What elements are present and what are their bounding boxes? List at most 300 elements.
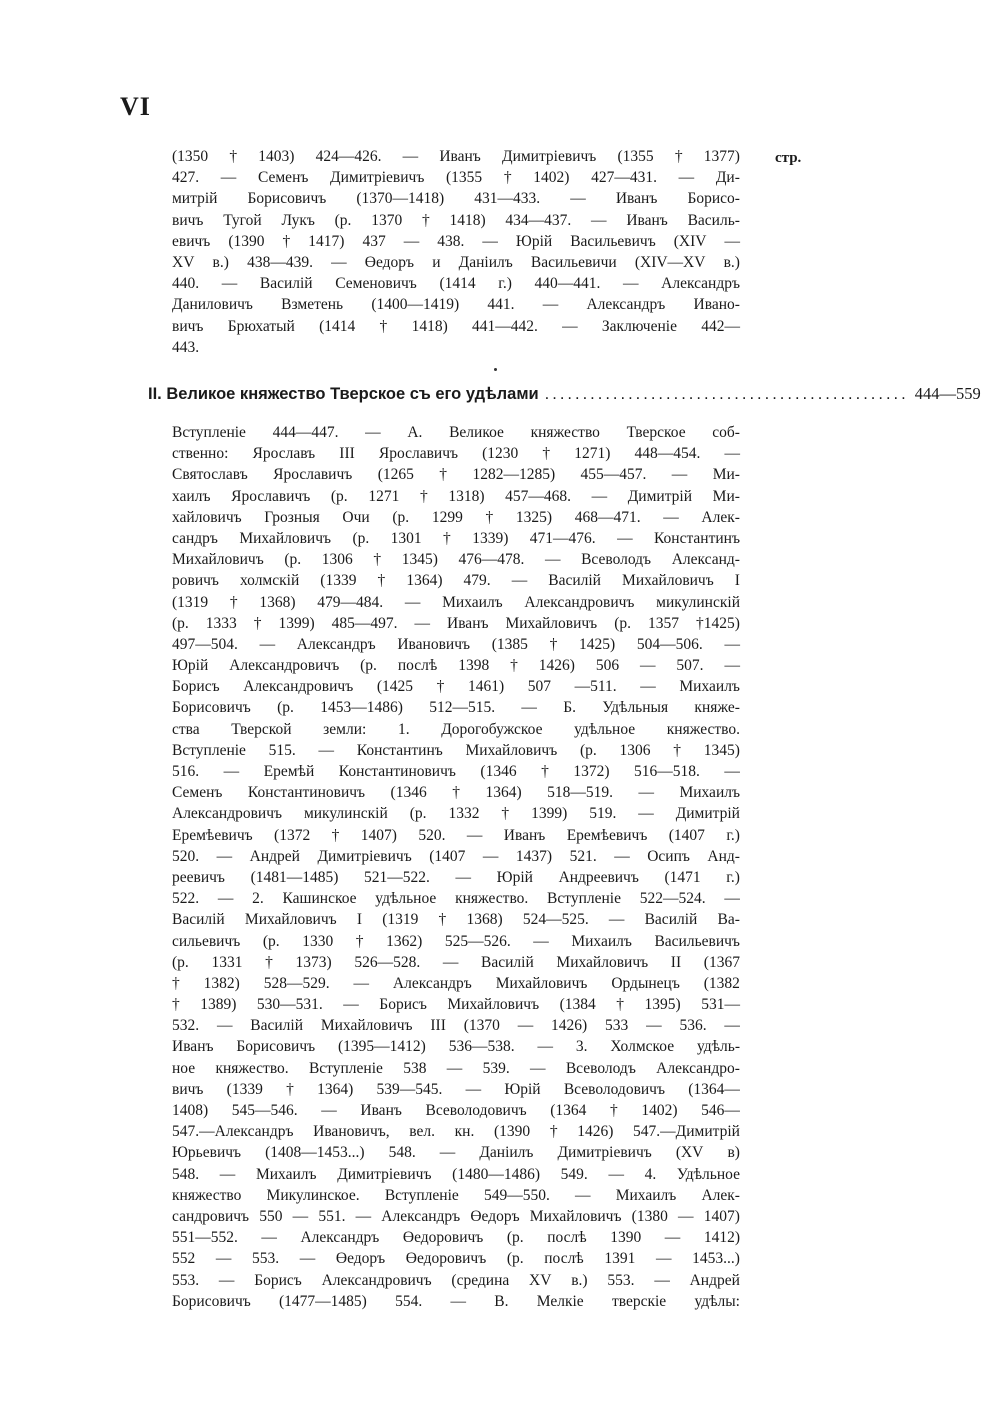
word: 4. — [644, 1165, 657, 1183]
word: — — [678, 169, 695, 187]
word: вичъ — [172, 317, 204, 335]
word: Михайловичъ — [622, 572, 714, 590]
word: 1331 — [211, 953, 243, 971]
word: † — [616, 996, 625, 1014]
word: 444—447. — [272, 424, 339, 441]
word: Михаилъ — [679, 678, 740, 696]
word: Михаилъ — [571, 932, 632, 950]
word: в.) — [723, 253, 740, 271]
word: Иванъ — [439, 148, 481, 165]
word: кн. — [454, 1123, 475, 1141]
word: 1418) — [411, 317, 448, 335]
word: Великое — [449, 424, 504, 441]
word: 1. — [397, 720, 410, 738]
word: Михайловичъ — [505, 614, 598, 632]
word: г.) — [498, 275, 512, 293]
word: 485—497. — [331, 614, 398, 632]
word: Вступленіе — [172, 424, 246, 441]
word: соб- — [712, 424, 740, 441]
text-line — [172, 803, 740, 824]
word: (1339 — [320, 572, 357, 590]
word: 549—550. — [483, 1186, 550, 1204]
word: Константинъ — [653, 529, 740, 547]
word: удѣлы: — [694, 1292, 740, 1310]
text-line — [172, 252, 740, 273]
word: Юрій — [172, 657, 209, 675]
word: † — [419, 487, 428, 505]
word: (1414 — [439, 275, 476, 293]
text-line — [172, 1164, 740, 1185]
word: 1271 — [368, 487, 400, 505]
word: Заключеніе — [601, 317, 677, 335]
text-line — [172, 464, 740, 485]
word: 504—506. — [636, 635, 703, 653]
word: Дорогобужское — [441, 720, 543, 738]
word: 448—454. — [634, 445, 701, 463]
word: (1367 — [703, 953, 740, 971]
word: 1437) — [515, 847, 553, 865]
word: — — [646, 1017, 662, 1035]
word: вичъ — [172, 211, 204, 229]
word: Өедоръ — [364, 253, 415, 271]
word: III — [339, 445, 355, 463]
word: Борисовичъ — [236, 1038, 316, 1056]
word: и — [432, 253, 441, 271]
text-line — [172, 507, 740, 528]
word: Юрій — [504, 1080, 541, 1098]
word: 531— — [701, 996, 740, 1014]
word: Александровичъ — [172, 805, 283, 823]
word: — — [533, 932, 549, 950]
word: (XIV — [673, 232, 707, 250]
word: Александръ — [296, 635, 376, 653]
word: (1346 — [390, 784, 427, 802]
word: холмскій — [239, 572, 300, 590]
word: (р. — [277, 699, 294, 717]
word: 1339) — [472, 529, 509, 547]
word: Ди- — [715, 169, 740, 187]
word: Святославъ — [172, 466, 248, 484]
word: † — [485, 508, 494, 526]
word: Удѣльное — [676, 1165, 740, 1183]
word: Ярославичъ — [378, 445, 459, 463]
word: 1425) — [579, 635, 616, 653]
word: Лукъ — [281, 211, 315, 229]
word: Вступленіе — [547, 890, 621, 908]
word: 1318) — [448, 487, 485, 505]
word: † — [253, 614, 262, 632]
word: 441. — [487, 296, 515, 314]
text-line — [172, 1227, 740, 1248]
word: † — [331, 826, 340, 844]
word: — — [575, 1186, 591, 1204]
word: Брюхатый — [227, 317, 295, 335]
word: † — [172, 974, 180, 992]
word: — — [220, 169, 237, 187]
word: Василій — [172, 911, 225, 929]
word: в.) — [212, 253, 229, 271]
word: — — [318, 741, 335, 759]
word: Димитріевичъ — [330, 169, 425, 187]
word: † — [501, 805, 510, 823]
word: Михайловичъ — [465, 741, 558, 759]
word: хайловичъ — [172, 508, 242, 526]
word: (1380 — [631, 1207, 668, 1225]
word: — — [724, 890, 740, 908]
word: Семеновичъ — [335, 275, 417, 293]
word: Вступленіе — [172, 741, 246, 759]
word: Константиновичъ — [338, 763, 456, 780]
text-line — [172, 740, 740, 761]
word: — — [617, 529, 633, 547]
word: Василій — [481, 953, 534, 971]
word: 545—546. — [231, 1102, 298, 1119]
word: (р. — [334, 211, 352, 229]
word: (1350 — [172, 148, 209, 165]
word: 442— — [701, 317, 740, 335]
word: Димитріевичъ — [502, 148, 597, 165]
word: вичъ — [172, 1080, 204, 1098]
word: (р. — [352, 529, 370, 547]
word: 522—524. — [639, 890, 706, 908]
word: Василь- — [687, 211, 740, 229]
word: — — [570, 190, 586, 208]
word: — — [219, 1165, 236, 1183]
word: 1325) — [515, 508, 553, 526]
word: удѣль- — [696, 1038, 740, 1056]
word: Взметень — [281, 296, 344, 314]
word: Семенъ — [257, 169, 309, 187]
word: 438—439. — [247, 253, 313, 271]
word: (1319 — [382, 911, 419, 929]
word: митрій — [172, 190, 218, 208]
word: † — [673, 741, 681, 759]
word: 507 — [527, 678, 551, 696]
word: Өедоръ — [335, 1250, 386, 1268]
word: Всеволодъ — [565, 1059, 636, 1077]
word: I — [356, 911, 362, 929]
text-line — [172, 316, 740, 337]
word: † — [229, 148, 238, 165]
word: Вступленіе — [384, 1186, 459, 1204]
word: 1282—1285) — [472, 466, 556, 484]
word: Микулинское. — [266, 1186, 360, 1204]
word: 1391 — [604, 1250, 636, 1268]
text-line — [172, 888, 740, 909]
word: Александръ — [586, 296, 666, 314]
word: Александровичъ — [243, 678, 354, 696]
text-line — [172, 1036, 740, 1057]
word: вел. — [409, 1123, 436, 1141]
word: (р. — [579, 741, 597, 759]
word: Ярославичъ — [231, 487, 311, 505]
word: Кашинское — [282, 890, 357, 908]
word: Борисовичъ — [172, 699, 251, 717]
word: Борисовичъ — [172, 1292, 251, 1310]
word: Даніилъ — [479, 1144, 534, 1162]
word: Александро- — [656, 1059, 740, 1077]
word: 548. — [172, 1165, 200, 1183]
word: 546— — [701, 1102, 740, 1119]
word: 2. — [252, 890, 264, 908]
word: — — [466, 826, 483, 844]
word: Алек- — [701, 508, 740, 526]
word: 457—468. — [505, 487, 571, 505]
word: Василій — [250, 1017, 304, 1035]
text-line — [172, 994, 740, 1015]
word: Васильевичъ — [570, 232, 656, 250]
word: (XIV—XV — [634, 253, 706, 271]
text-line — [172, 231, 740, 252]
word: — — [292, 1207, 309, 1225]
word: — — [517, 1017, 534, 1035]
word: Михаилъ — [615, 1186, 677, 1204]
word: 1357 — [647, 614, 679, 632]
word: в.) — [571, 1271, 588, 1289]
word: † — [286, 1080, 294, 1098]
word: (р. — [172, 614, 189, 632]
word: Александръ — [392, 974, 472, 992]
word: — — [404, 593, 421, 611]
word: Иванъ — [626, 211, 668, 229]
word: Тверское — [626, 424, 686, 441]
text-line — [172, 1100, 740, 1121]
word: Андрей — [249, 847, 300, 865]
word: Ярославъ — [252, 445, 316, 463]
word: — — [482, 847, 499, 865]
word: (1355 — [446, 169, 483, 187]
word: — — [218, 1271, 235, 1289]
word: 1417) — [308, 232, 345, 250]
word: — — [439, 1144, 456, 1162]
word: — — [542, 296, 559, 314]
word: 1330 — [302, 932, 334, 950]
word: г.) — [726, 826, 740, 844]
word: — — [259, 635, 276, 653]
word: 1407) — [360, 826, 397, 844]
word: † — [438, 911, 447, 929]
word: 525—526. — [444, 932, 511, 950]
word: — — [521, 699, 537, 717]
word: 1418) — [449, 211, 486, 229]
word: 522. — [172, 890, 200, 908]
word: Александръ — [661, 275, 740, 293]
word: — — [640, 657, 656, 675]
word: удѣльное — [375, 890, 437, 908]
word: послѣ — [547, 1229, 587, 1247]
word: Ивановичъ — [397, 635, 470, 653]
word: (1407 — [429, 847, 466, 865]
text-line — [172, 655, 740, 676]
word: 1382) — [203, 974, 240, 992]
word: (1481—1485) — [250, 868, 339, 886]
word: 441—442. — [472, 317, 538, 335]
word: † — [443, 529, 451, 547]
word: Михаилъ — [255, 1165, 317, 1183]
word: Димитріевичъ — [317, 847, 412, 865]
word: † — [379, 317, 388, 335]
word: — — [365, 424, 381, 441]
word: Иванъ — [172, 1038, 214, 1056]
text-line — [172, 273, 740, 294]
word: 1403) — [258, 148, 295, 165]
word: Б. — [563, 699, 577, 717]
word: † — [674, 148, 683, 165]
word: 440. — [172, 275, 200, 293]
word: (р. — [360, 657, 377, 675]
word: княжество — [530, 424, 600, 441]
word: княжество — [172, 1186, 242, 1204]
section-title: II. Великое княжество Тверское съ его удѣлами — [148, 385, 539, 403]
text-line — [172, 973, 740, 994]
word: Еремѣевичъ — [172, 826, 253, 844]
word: — — [446, 1059, 463, 1077]
word: ства — [172, 720, 200, 738]
text-line — [172, 761, 740, 782]
word: хаилъ — [172, 487, 211, 505]
word: 528—529. — [263, 974, 330, 992]
text-line: 443. — [172, 338, 200, 356]
word: Василій — [548, 572, 601, 590]
word: (р. — [409, 805, 427, 823]
text-line — [172, 528, 740, 549]
word: 1345) — [401, 551, 438, 569]
word: 1364) — [317, 1080, 354, 1098]
word: Еремѣй — [263, 763, 315, 780]
word: Холмское — [610, 1038, 675, 1056]
text-line — [172, 167, 740, 188]
word: 533 — [605, 1017, 629, 1035]
word: В. — [494, 1292, 509, 1310]
word: 1364) — [485, 784, 522, 802]
word: † — [355, 932, 364, 950]
word: 1373) — [295, 953, 332, 971]
text-line — [172, 1121, 740, 1142]
word: Всеволодовичъ — [425, 1102, 527, 1119]
word: 549. — [560, 1165, 588, 1183]
word: (1477—1485) — [279, 1292, 367, 1310]
word: † — [282, 232, 291, 250]
word: (р. — [262, 932, 280, 950]
word: Михайловичъ — [172, 551, 264, 569]
word: (1370 — [463, 1017, 500, 1035]
word: — — [724, 445, 740, 463]
word: — — [591, 211, 607, 229]
word: — — [331, 253, 347, 271]
word: (1425 — [376, 678, 413, 696]
text-line — [172, 931, 740, 952]
word: Очи — [342, 508, 370, 526]
word: 1332 — [448, 805, 480, 823]
word: (р. — [392, 508, 410, 526]
word: Вступленіе — [308, 1059, 383, 1077]
word: Александровичъ — [321, 1271, 432, 1289]
word: Александ- — [671, 551, 740, 569]
word: — — [663, 508, 679, 526]
text-line — [172, 909, 740, 930]
word: 553. — [607, 1271, 635, 1289]
word: Андрей — [689, 1271, 740, 1289]
word: Михайловичъ — [244, 911, 337, 929]
word: (1471 — [664, 868, 701, 886]
word: Андреевичъ — [558, 868, 639, 886]
page-number: VI — [120, 92, 151, 121]
word: (р. — [506, 1250, 524, 1268]
word: 434—437. — [505, 211, 572, 229]
text-line — [172, 867, 740, 888]
word: 1299 — [431, 508, 463, 526]
word: 455—457. — [580, 466, 647, 484]
word: 1389) — [200, 996, 237, 1014]
word: 1399) — [531, 805, 568, 823]
word: — — [724, 763, 740, 780]
word: 431—433. — [474, 190, 541, 208]
word: (средина — [451, 1271, 510, 1289]
word: 1271) — [574, 445, 611, 463]
word: микулинскій — [656, 593, 740, 611]
word: 1408) — [172, 1102, 209, 1119]
word: Василій — [644, 911, 698, 929]
word: (1382 — [703, 974, 740, 992]
word: — — [217, 890, 234, 908]
word: — — [623, 275, 639, 293]
text-line — [172, 825, 740, 846]
word: (р. — [614, 614, 631, 632]
word: — — [640, 678, 656, 696]
word: 1399) — [278, 614, 315, 632]
word: 1364) — [406, 572, 443, 590]
word: Өедоровичъ — [402, 1229, 484, 1247]
word: Михайловичъ — [447, 996, 540, 1014]
word: 518—519. — [547, 784, 613, 802]
word: 1368) — [259, 593, 296, 611]
word: Борисовичъ — [247, 190, 327, 208]
word: послѣ — [544, 1250, 584, 1268]
word: Михайловичъ — [495, 974, 588, 992]
word: (1408—1453...) — [265, 1144, 365, 1162]
word: — — [591, 487, 608, 505]
word: (1480—1486) — [452, 1165, 540, 1183]
word: — — [402, 148, 419, 165]
word: 532. — [172, 1017, 200, 1035]
word: 512—515. — [429, 699, 496, 717]
word: — — [654, 1271, 670, 1289]
word: Тугой — [223, 211, 262, 229]
word: (1319 — [172, 593, 209, 611]
word: в) — [727, 1144, 740, 1162]
word: Александровичъ — [524, 593, 635, 611]
word: реевичъ — [172, 868, 225, 886]
text-line — [172, 443, 740, 464]
word: Всеволодовичъ — [563, 1080, 665, 1098]
word: (р. — [506, 1229, 524, 1247]
word: 547.—Димитрій — [633, 1123, 740, 1141]
word: 539—545. — [376, 1080, 443, 1098]
word: 1402) — [641, 1102, 678, 1119]
text-line — [172, 1142, 740, 1163]
word: III — [430, 1017, 446, 1035]
word: 497—504. — [172, 635, 238, 653]
word: Юрій — [515, 232, 553, 250]
word: † — [439, 466, 448, 484]
word: — — [511, 572, 528, 590]
word: † — [452, 784, 460, 802]
word: † — [541, 763, 549, 780]
word: — — [216, 847, 233, 865]
word: Ивано- — [693, 296, 740, 314]
text-line — [172, 592, 740, 613]
word: микулинскій — [303, 805, 388, 823]
